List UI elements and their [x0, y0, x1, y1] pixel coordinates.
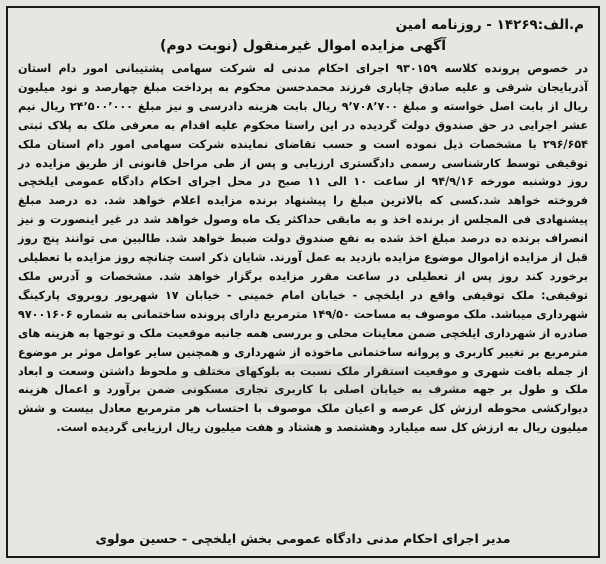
notice-signature: مدیر اجرای احکام مدنی دادگاه عمومی بخش ایلخچی - حسین مولوی — [95, 531, 511, 546]
notice-frame — [6, 6, 600, 558]
header-reference: م.الف:۱۴۲۶۹ - روزنامه امین — [395, 17, 584, 33]
notice-body: در خصوص پرونده کلاسه ۹۳۰۱۵۹ اجرای احکام مدنی له شرکت سهامی پشتیبانی امور دام استان آذربایجان شرقی و علیه صادق چاپاری فرزند محمدحسن محکوم به پرداخت مبلغ چهارصد و نود میلیون ریال از بابت اصل خواسته و مبلغ ۹٬۷۰۸٬۷۰۰ ریال بابت هزینه دادرسی و نیز مبلغ ۲۴٬۵۰۰٬۰۰۰ ریال نیم عشر اجرایی در حق صندوق دولت گردیده در این راستا محکوم علیه اقدام به معرفی ملک به پلاک ثبتی ۲۹۶/۶۵۴ با مشخصات ذیل نموده است و حسب تقاضای نماینده شرکت سهامی امور دام استان ملک توقیفی توسط کارشناسی رسمی دادگستری ارزیابی و پس از طی مراحل قانونی از طریق مزایده در روز دوشنبه مورخه ۹۴/۹/۱۶ از ساعت ۱۰ الی ۱۱ صبح در محل اجرای احکام دادگاه عمومی ایلخچی فروخته خواهد شد.کسی که بالاترین مبلغ را پیشنهاد برنده مزایده اعلام خواهد شد. ده درصد مبلغ پیشنهادی فی المجلس از برنده اخذ و به مابقی حداکثر یک ماه وصول خواهد شد در غیر اینصورت و نیز انصراف برنده ده درصد مبلغ اخذ شده به نفع صندوق دولت ضبط خواهد شد. طالبین می توانند پنج روز قبل از مزایده ازاموال موضوع مزایده بازدید به عمل آورند. شایان ذکر است چنانچه روز مزایده با تعطیلی برخورد کند روز پس از تعطیلی در ساعت مقرر مزایده برگزار خواهد شد. مشخصات و آدرس ملک توقیفی: ملک توقیفی واقع در ایلخچی - خیابان امام خمینی - خیابان ۱۷ شهریور روبروی پارکینگ شهرداری میباشد. ملک موصوف به مساحت ۱۴۹/۵۰ مترمربع دارای پرونده ساختمانی به شماره ۹۷۰۰۱۶۰۶ صادره از شهرداری ایلخچی ضمن معاینات محلی و بررسی همه جانبه موقعیت ملک و توجها به هزینه های مترمربع بر تغییر کاربری و پروانه ساختمانی ماخوذه از شهرداری و همچنین سایر عوامل موثر بر موضوع از جمله بافت شهری و موقعیت استقرار ملک نسبت به بلوکهای مختلف و ملحوظ داشتن وسعت و ابعاد ملک و طول بر جهه مشرف به خیابان اصلی با کاربری تجاری مسکونی ضمن برآورد و اعمال هزینه دیوارکشی محوطه ارزش کل عرصه و اعیان ملک موصوف با احتساب هر مترمربع معادل بیست و شش میلیون ریال به ارزش کل سه میلیارد وهشتصد و هشتاد و هفت میلیون ریال ارزیابی گردیده است. — [18, 62, 589, 435]
notice-title: آگهی مزایده اموال غیرمنقول (نوبت دوم) — [159, 38, 447, 54]
